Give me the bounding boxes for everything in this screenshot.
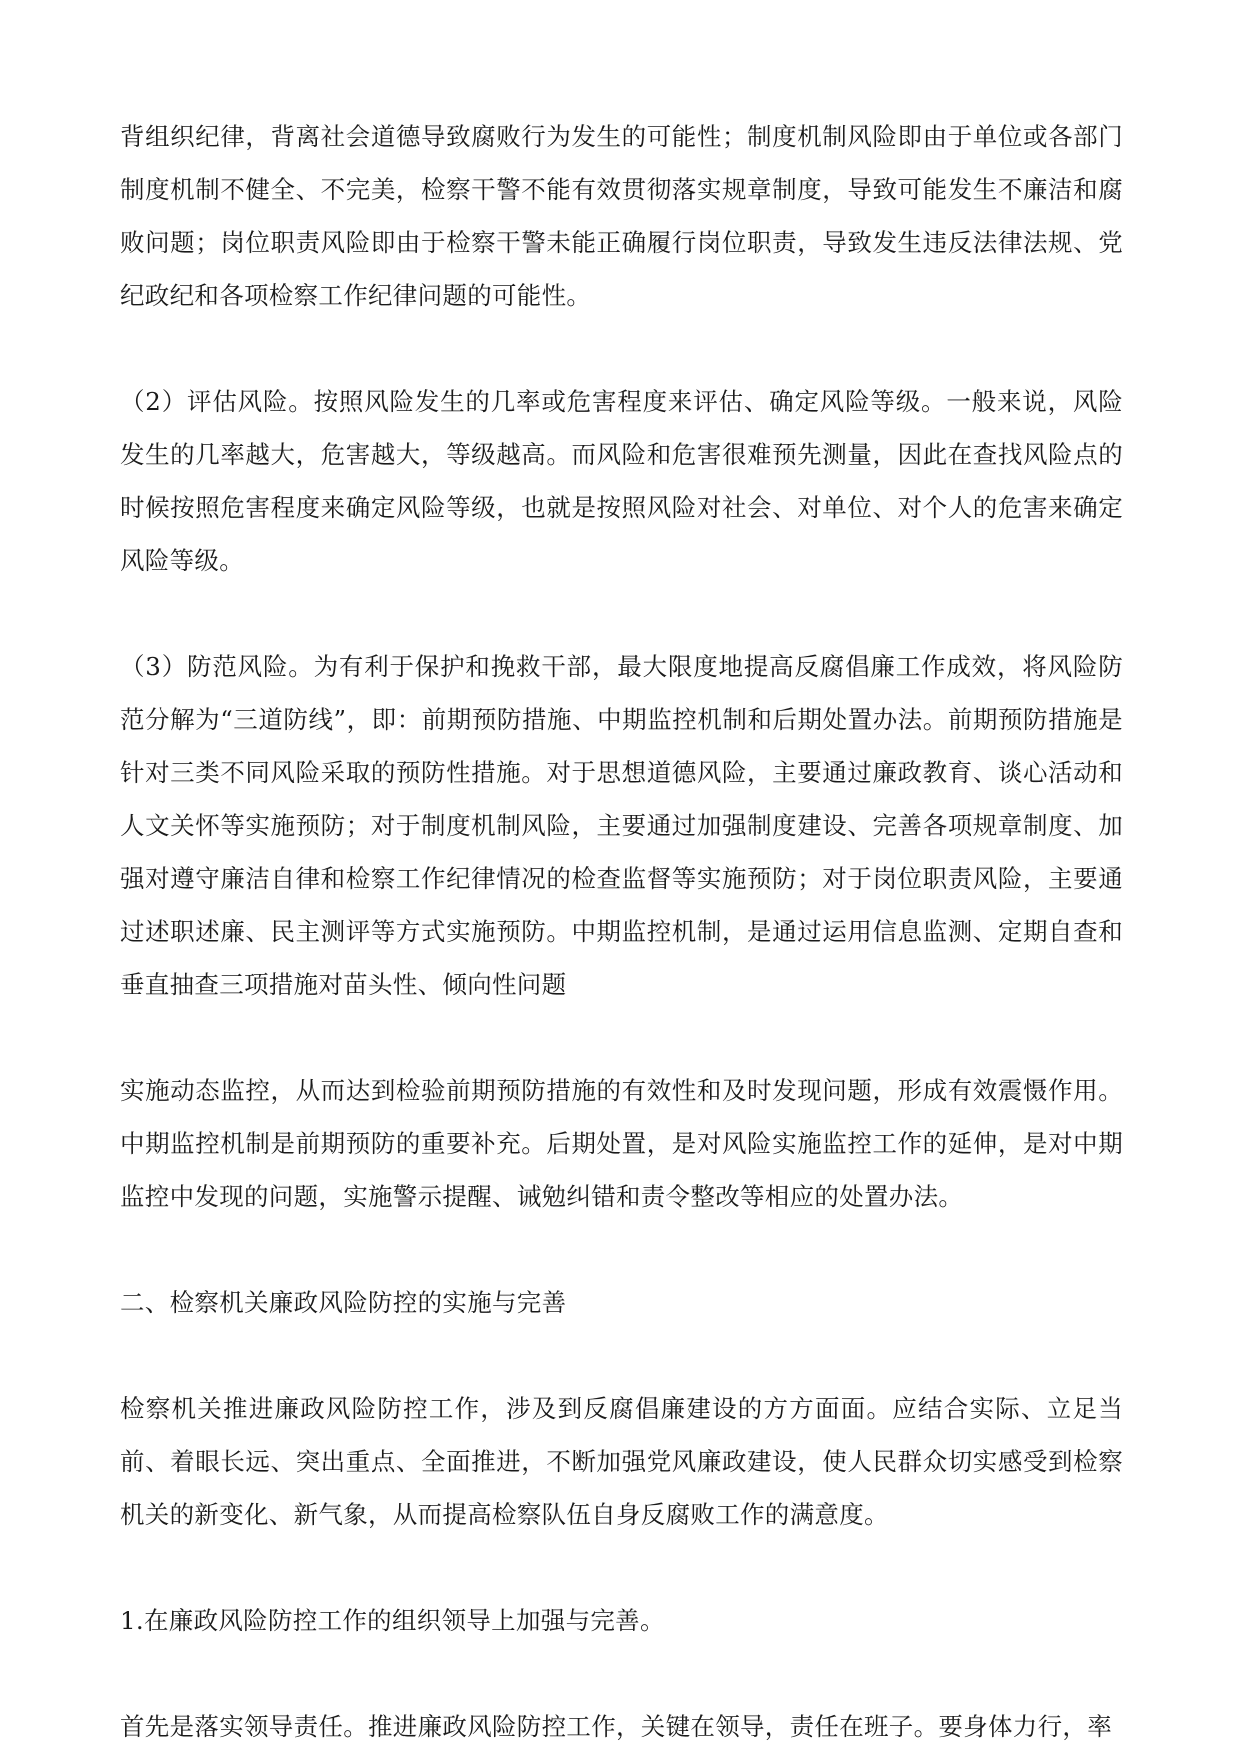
paragraph-gap xyxy=(120,587,1123,640)
subheading-organizational-leadership: 1.在廉政风险防控工作的组织领导上加强与完善。 xyxy=(120,1606,665,1635)
paragraph-gap xyxy=(120,322,1123,375)
section-heading-implementation: 二、检察机关廉政风险防控的实施与完善 xyxy=(120,1288,567,1317)
paragraph-gap xyxy=(120,1223,1123,1276)
paragraph-procuratorate-overview: 检察机关推进廉政风险防控工作，涉及到反腐倡廉建设的方方面面。应结合实际、立足当前、着眼长远、突出重点、全面推进，不断加强党风廉政建设，使人民群众切实感受到检察机关的新变化、新气象，从而提高检察队伍自身反腐败工作的满意度。 xyxy=(120,1394,1123,1529)
paragraph-risk-types-continued: 背组织纪律，背离社会道德导致腐败行为发生的可能性；制度机制风险即由于单位或各部门制度机制不健全、不完美，检察干警不能有效贯彻落实规章制度，导致可能发生不廉洁和腐败问题；岗位职责风险即由于检察干警未能正确履行岗位职责，导致发生违反法律法规、党纪政纪和各项检察工作纪律问题的可能性。 xyxy=(120,122,1123,310)
paragraph-prevent-risk: （3）防范风险。为有利于保护和挽救干部，最大限度地提高反腐倡廉工作成效，将风险防范分解为“三道防线”，即：前期预防措施、中期监控机制和后期处置办法。前期预防措施是针对三类不同风险采取的预防性措施。对于思想道德风险，主要通过廉政教育、谈心活动和人文关怀等实施预防；对于制度机制风险，主要通过加强制度建设、完善各项规章制度、加强对遵守廉洁自律和检察工作纪律情况的检查监督等实施预防；对于岗位职责风险，主要通过述职述廉、民主测评等方式实施预防。中期监控机制，是通过运用信息监测、定期自查和垂直抽查三项措施对苗头性、倾向性问题 xyxy=(120,652,1123,999)
paragraph-dynamic-monitoring: 实施动态监控，从而达到检验前期预防措施的有效性和及时发现问题，形成有效震慑作用。中期监控机制是前期预防的重要补充。后期处置，是对风险实施监控工作的延伸，是对中期监控中发现的问题，实施警示提醒、诫勉纠错和责令整改等相应的处置办法。 xyxy=(120,1076,1123,1211)
paragraph-gap xyxy=(120,1329,1123,1382)
document-page xyxy=(120,110,1123,1753)
paragraph-assess-risk: （2）评估风险。按照风险发生的几率或危害程度来评估、确定风险等级。一般来说，风险发生的几率越大，危害越大，等级越高。而风险和危害很难预先测量，因此在查找风险点的时候按照危害程度来确定风险等级，也就是按照风险对社会、对单位、对个人的危害来确定风险等级。 xyxy=(120,387,1123,575)
paragraph-gap xyxy=(120,1541,1123,1594)
paragraph-gap xyxy=(120,1647,1123,1700)
paragraph-leadership-responsibility: 首先是落实领导责任。推进廉政风险防控工作，关键在领导，责任在班子。要身体力行，率 xyxy=(120,1712,1112,1741)
paragraph-gap xyxy=(120,1011,1123,1064)
